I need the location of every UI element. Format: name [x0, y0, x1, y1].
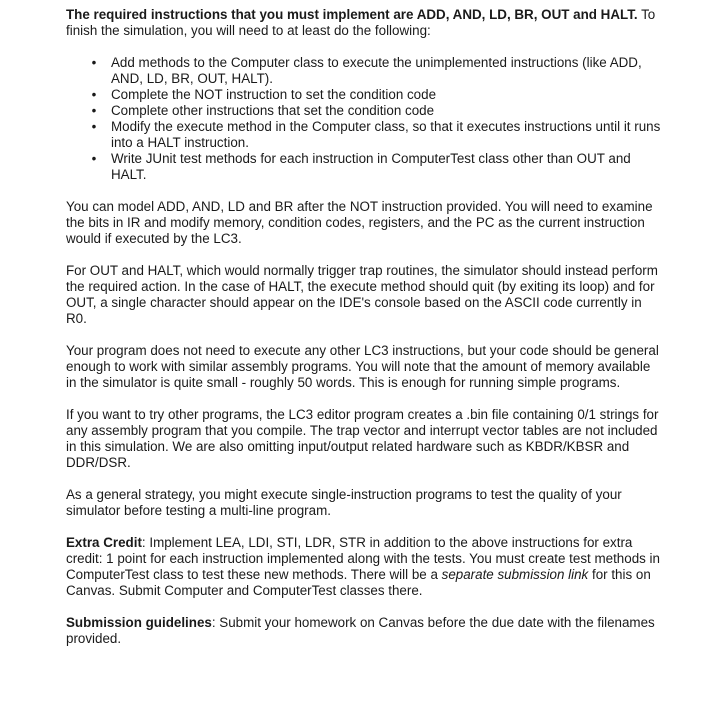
submission-paragraph: [66, 615, 664, 647]
list-item: [91, 103, 664, 119]
extra-credit-italic: separate submission link: [441, 567, 589, 582]
list-item: [91, 151, 664, 183]
list-item: [91, 55, 664, 87]
list-item: [91, 119, 664, 151]
task-list: [66, 55, 664, 183]
task-text: Add methods to the Computer class to execute the unimplemented instructions (like ADD, AND, LD, BR, OUT, HALT).: [111, 55, 642, 86]
modeling-paragraph: You can model ADD, AND, LD and BR after the NOT instruction provided. You will need to examine the bits in IR and modify memory, condition codes, registers, and the PC as the current instruction would if executed by the LC3.: [66, 199, 653, 246]
list-item: [91, 87, 664, 103]
bullet-icon: •: [91, 151, 97, 166]
bullet-icon: •: [91, 87, 97, 102]
strategy-paragraph: As a general strategy, you might execute single-instruction programs to test the quality of your simulator before testing a multi-line program.: [66, 487, 622, 518]
out-halt-paragraph: For OUT and HALT, which would normally trigger trap routines, the simulator should instead perform the required action. In the case of HALT, the execute method should quit (by exiting its loop) and for OUT, a single character should appear on the IDE's console based on the ASCII code currently in R0.: [66, 263, 658, 326]
extra-credit-text: : Implement LEA, LDI, STI, LDR, STR in addition to the above instructions for extra credit: 1 point for each instruction implemented along with the tests. You must create test methods in ComputerTest class to test these new methods. There will be a: [66, 535, 660, 582]
extra-credit-text-end: for this on Canvas. Submit Computer and ComputerTest classes there.: [66, 567, 651, 598]
assignment-document: [66, 7, 664, 663]
bullet-icon: •: [91, 55, 97, 70]
task-text: Complete other instructions that set the condition code: [111, 103, 435, 118]
other-programs-paragraph: If you want to try other programs, the LC3 editor program creates a .bin file containing 0/1 strings for any assembly program that you compile. The trap vector and interrupt vector tables are not included in this simulation. We are also omitting input/output related hardware such as KBDR/KBSR and DDR/DSR.: [66, 407, 659, 470]
submission-label: Submission guidelines: [66, 615, 212, 630]
intro-bold-text: The required instructions that you must implement are ADD, AND, LD, BR, OUT and HALT.: [66, 7, 638, 22]
intro-text: To finish the simulation, you will need to at least do the following:: [66, 7, 656, 38]
extra-credit-label: Extra Credit: [66, 535, 142, 550]
intro-paragraph: [66, 7, 664, 39]
bullet-icon: •: [91, 103, 97, 118]
bullet-icon: •: [91, 119, 97, 134]
task-text: Complete the NOT instruction to set the condition code: [111, 87, 437, 102]
task-text: Write JUnit test methods for each instruction in ComputerTest class other than OUT and HALT.: [111, 151, 631, 182]
scope-paragraph: Your program does not need to execute any other LC3 instructions, but your code should be general enough to work with similar assembly programs. You will note that the amount of memory available in the simulator is quite small - roughly 50 words. This is enough for running simple programs.: [66, 343, 659, 390]
extra-credit-paragraph: [66, 535, 664, 599]
task-text: Modify the execute method in the Computer class, so that it executes instructions until it runs into a HALT instruction.: [111, 119, 661, 150]
submission-text: : Submit your homework on Canvas before the due date with the filenames provided.: [66, 615, 655, 646]
